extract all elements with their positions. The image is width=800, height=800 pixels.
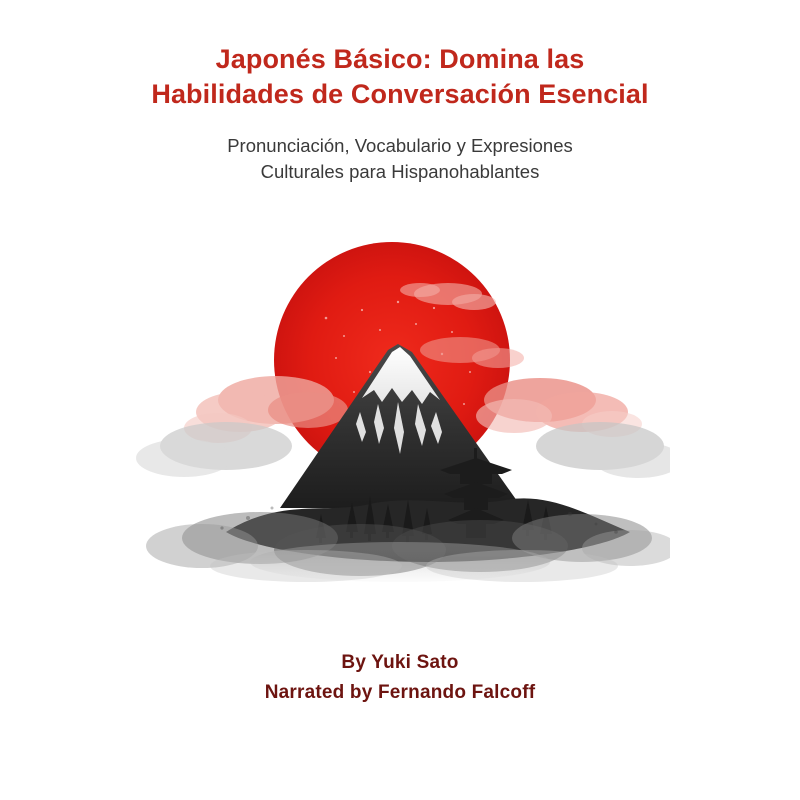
page-subtitle — [50, 133, 750, 184]
credits-block — [0, 652, 800, 704]
author-name: By Yuki Sato — [341, 652, 459, 673]
subtitle-line-2: Culturales para Hispanohablantes — [260, 160, 540, 182]
title-line-2: Habilidades de Conversación Esencial — [151, 78, 649, 109]
fuji-illustration — [130, 232, 670, 592]
title-block — [50, 42, 750, 184]
narrator-name: Narrated by Fernando Falcoff — [264, 682, 536, 703]
cover-artwork — [130, 232, 670, 592]
page-title — [50, 42, 750, 111]
title-line-1: Japonés Básico: Domina las — [215, 44, 585, 74]
subtitle-line-1: Pronunciación, Vocabulario y Expresiones — [227, 135, 573, 157]
